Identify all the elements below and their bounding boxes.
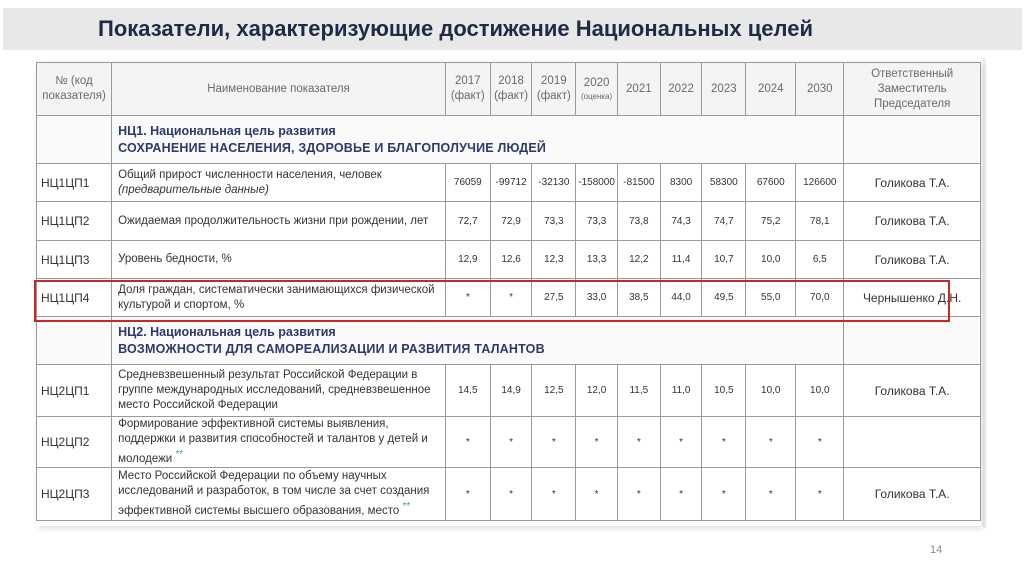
section-code-cell [37,317,112,365]
header-2030: 2030 [796,63,844,116]
indicator-code: НЦ1ЦП1 [37,164,112,202]
value-2024: 67600 [746,164,796,202]
section-resp-cell [844,317,981,365]
value-2020: * [576,417,618,468]
section-title [112,116,844,164]
value-2024: 10,0 [746,241,796,279]
header-2018: 2018 (факт) [490,63,532,116]
indicator-code: НЦ2ЦП1 [37,365,112,417]
value-2019: 12,5 [532,365,576,417]
footnote-marker: ** [175,449,184,461]
section-row [37,317,981,365]
value-2024: 10,0 [746,365,796,417]
value-2021: * [617,468,660,521]
value-2030: * [796,468,844,521]
value-2022: * [660,417,702,468]
value-2021: -81500 [617,164,660,202]
value-2020: * [576,468,618,521]
indicator-name-text: Место Российской Федерации по объему научных исследований и разработок, в том числе за счет создания эффективной системы высшего образования, место [118,470,430,517]
value-2017: * [445,468,490,521]
indicator-name-note: (предварительные данные) [118,183,269,196]
responsible-person: Голикова Т.А. [844,202,981,241]
value-2024: * [746,468,796,521]
value-2022: 11,4 [660,241,702,279]
indicator-name-text: Уровень бедности, % [118,253,232,265]
header-responsible: Ответственный Заместитель Председателя [844,63,981,116]
value-2030: * [796,417,844,468]
header-2019: 2019 (факт) [532,63,576,116]
table-row [37,164,981,202]
value-2019: 12,3 [532,241,576,279]
value-2023: * [702,468,746,521]
value-2018: 14,9 [490,365,532,417]
value-2023: 58300 [702,164,746,202]
table-row [37,279,981,317]
table-body [37,116,981,521]
value-2024: 75,2 [746,202,796,241]
header-2021: 2021 [617,63,660,116]
section-title-line2: ВОЗМОЖНОСТИ ДЛЯ САМОРЕАЛИЗАЦИИ И РАЗВИТИЯ ТАЛАНТОВ [118,341,545,356]
value-2018: -99712 [490,164,532,202]
value-2019: 27,5 [532,279,576,317]
table-row [37,417,981,468]
value-2017: 76059 [445,164,490,202]
value-2018: * [490,279,532,317]
indicators-table-container [36,62,981,526]
value-2023: 10,7 [702,241,746,279]
header-2022: 2022 [660,63,702,116]
value-2021: 38,5 [617,279,660,317]
header-name: Наименование показателя [112,63,446,116]
header-2020-year: 2020 [583,77,610,89]
indicator-name-text: Средневзвешенный результат Российской Федерации в группе международных исследований, средневзвешенное место Российской Федерации [118,369,431,411]
value-2017: 72,7 [445,202,490,241]
value-2022: 74,3 [660,202,702,241]
indicator-name-text: Ожидаемая продолжительность жизни при рождении, лет [118,214,429,227]
value-2022: 44,0 [660,279,702,317]
indicator-code: НЦ1ЦП3 [37,241,112,279]
header-2020 [576,63,618,116]
table-header-row [37,63,981,116]
page-edge [983,58,986,528]
value-2030: 78,1 [796,202,844,241]
header-2017: 2017 (факт) [445,63,490,116]
value-2030: 10,0 [796,365,844,417]
value-2030: 70,0 [796,279,844,317]
value-2020: 13,3 [576,241,618,279]
indicators-table [36,62,981,521]
value-2021: * [617,417,660,468]
indicator-name [112,241,446,279]
responsible-person: Голикова Т.А. [844,365,981,417]
value-2020: 33,0 [576,279,618,317]
value-2020: 73,3 [576,202,618,241]
value-2021: 12,2 [617,241,660,279]
value-2017: * [445,417,490,468]
indicator-name-text: Общий прирост численности населения, человек [118,168,382,181]
indicator-name [112,164,446,202]
indicator-code: НЦ2ЦП3 [37,468,112,521]
value-2017: * [445,279,490,317]
indicator-name [112,468,446,521]
value-2022: 8300 [660,164,702,202]
responsible-person: Чернышенко Д.Н. [844,279,981,317]
indicator-code: НЦ2ЦП2 [37,417,112,468]
value-2020: 12,0 [576,365,618,417]
section-title-line2: СОХРАНЕНИЕ НАСЕЛЕНИЯ, ЗДОРОВЬЕ И БЛАГОПОЛУЧИЕ ЛЮДЕЙ [118,140,547,155]
value-2017: 14,5 [445,365,490,417]
section-title-line1: НЦ1. Национальная цель развития [118,123,336,138]
value-2023: 74,7 [702,202,746,241]
header-code: № (код показателя) [37,63,112,116]
footnote-marker: ** [402,501,411,513]
title-bar [3,8,1022,50]
section-row [37,116,981,164]
value-2018: 12,6 [490,241,532,279]
indicator-code: НЦ1ЦП4 [37,279,112,317]
value-2019: -32130 [532,164,576,202]
value-2019: 73,3 [532,202,576,241]
value-2021: 73,8 [617,202,660,241]
page-number: 14 [930,544,943,556]
value-2022: * [660,468,702,521]
indicator-name [112,202,446,241]
table-row [37,202,981,241]
value-2019: * [532,417,576,468]
value-2020: -158000 [576,164,618,202]
responsible-person: Голикова Т.А. [844,164,981,202]
responsible-person: Голикова Т.А. [844,468,981,521]
table-row [37,468,981,521]
value-2023: 49,5 [702,279,746,317]
indicator-name-text: Формирование эффективной системы выявления, поддержки и развития способностей и талантов у детей и молодежи [118,418,428,465]
table-row [37,365,981,417]
section-code-cell [37,116,112,164]
header-2024: 2024 [746,63,796,116]
responsible-person [844,417,981,468]
value-2023: * [702,417,746,468]
value-2024: 55,0 [746,279,796,317]
value-2024: * [746,417,796,468]
indicator-name [112,417,446,468]
responsible-person: Голикова Т.А. [844,241,981,279]
table-row [37,241,981,279]
section-resp-cell [844,116,981,164]
section-title-line1: НЦ2. Национальная цель развития [118,324,336,339]
header-2020-note: (оценка) [580,92,613,101]
header-2023: 2023 [702,63,746,116]
value-2022: 11,0 [660,365,702,417]
indicator-name [112,279,446,317]
value-2019: * [532,468,576,521]
section-title [112,317,844,365]
value-2030: 126600 [796,164,844,202]
value-2023: 10,5 [702,365,746,417]
value-2018: * [490,417,532,468]
value-2018: 72,9 [490,202,532,241]
indicator-code: НЦ1ЦП2 [37,202,112,241]
value-2021: 11,5 [617,365,660,417]
value-2017: 12,9 [445,241,490,279]
indicator-name-text: Доля граждан, систематически занимающихся физической культурой и спортом, % [118,283,435,311]
indicator-name [112,365,446,417]
value-2018: * [490,468,532,521]
value-2030: 6,5 [796,241,844,279]
slide-title: Показатели, характеризующие достижение Национальных целей [98,16,813,41]
